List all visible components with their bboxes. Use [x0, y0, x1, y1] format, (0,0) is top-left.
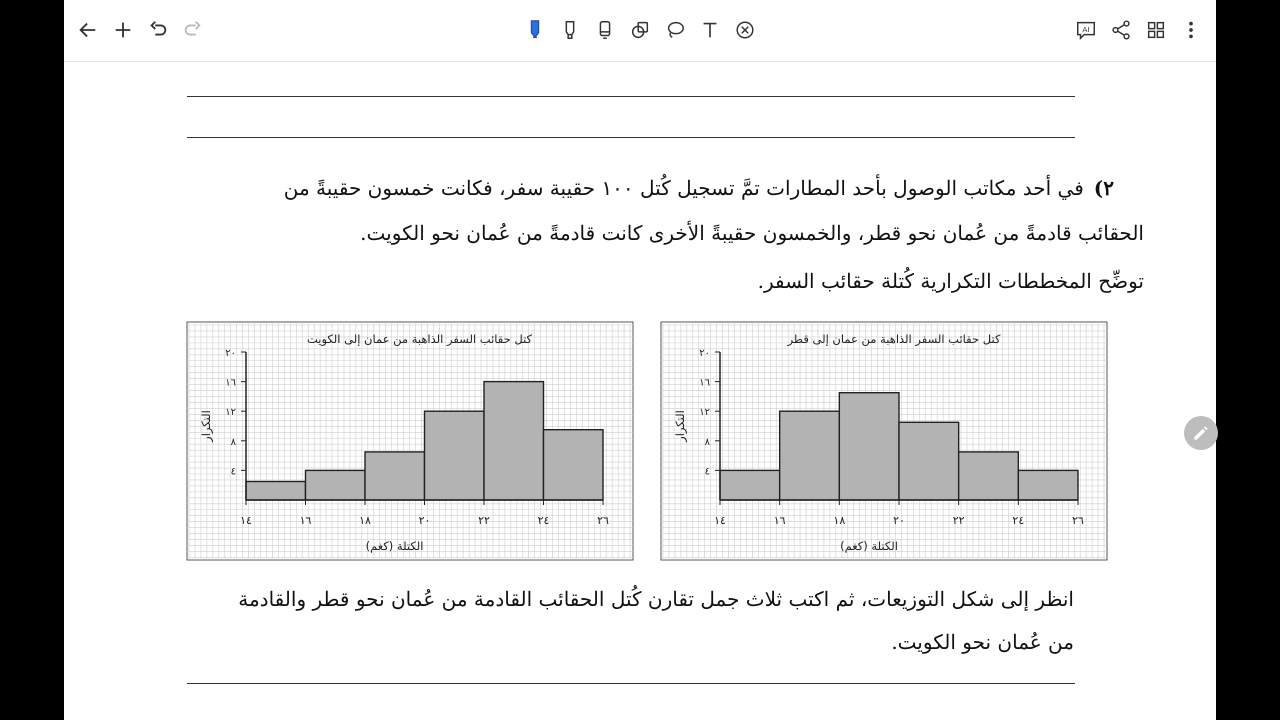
histogram-bar	[365, 452, 425, 500]
histogram-bar	[484, 382, 544, 500]
question-line-3: توضِّح المخططات التكرارية كُتلة حقائب السفر.	[757, 269, 1144, 293]
histogram-bar	[780, 411, 840, 500]
x-tick-label: ٢٠	[893, 514, 905, 527]
x-tick-label: ١٨	[359, 514, 371, 527]
x-axis-label: الكتلة (كغم)	[365, 539, 424, 553]
question-number: ٢)	[1093, 176, 1114, 200]
x-tick-label: ٢٤	[1012, 514, 1025, 527]
y-tick-label: ٤	[704, 466, 710, 478]
instruction-line-2: من عُمان نحو الكويت.	[891, 630, 1074, 654]
x-tick-label: ٢٢	[952, 514, 965, 527]
pencil-icon	[1191, 423, 1211, 443]
y-axis-label: التكرار	[673, 410, 687, 442]
x-axis-label: الكتلة (كغم)	[840, 539, 898, 553]
histogram-bar	[839, 393, 899, 500]
edit-button[interactable]	[1184, 416, 1218, 450]
y-tick-label: ٢٠	[699, 348, 710, 359]
histogram-bar	[306, 470, 366, 500]
histogram-bar	[1018, 470, 1078, 500]
x-tick-label: ١٦	[299, 514, 312, 527]
y-axis-label: التكرار	[199, 410, 213, 442]
y-tick-label: ١٢	[225, 407, 236, 419]
histogram-bar	[720, 470, 780, 500]
ai-icon-label: AI	[1082, 24, 1090, 34]
x-tick-label: ١٤	[714, 514, 726, 527]
y-tick-label: ١٦	[225, 377, 236, 389]
y-tick-label: ٨	[230, 436, 236, 448]
histogram-bar	[899, 422, 959, 500]
chart-title: كتل حقائب السفر الذاهبة من عمان إلى قطر	[787, 332, 1001, 346]
question-line-2: الحقائب قادمةً من عُمان نحو قطر، والخمسون حقيبةً الأخرى كانت قادمةً من عُمان نحو الكويت.	[360, 221, 1144, 245]
x-tick-label: ١٤	[240, 514, 252, 527]
histogram-chart	[187, 322, 633, 560]
histogram-bar	[425, 411, 485, 500]
y-tick-label: ١٦	[699, 377, 710, 389]
y-tick-label: ٢٠	[225, 348, 236, 359]
x-tick-label: ٢٤	[537, 514, 550, 527]
histogram-bar	[246, 482, 306, 501]
chart-title: كتل حقائب السفر الذاهبة من عمان إلى الكويت	[306, 332, 533, 346]
histogram-bar	[959, 452, 1019, 500]
x-tick-label: ٢٢	[478, 514, 490, 527]
instruction-line-1: انظر إلى شكل التوزيعات، ثم اكتب ثلاث جمل تقارن كُتل الحقائب القادمة من عُمان نحو قطر والقادمة	[238, 587, 1074, 611]
y-tick-label: ٤	[230, 466, 236, 478]
x-tick-label: ٢٦	[597, 514, 609, 527]
y-tick-label: ٨	[704, 436, 710, 448]
question-line-1: ٢)في أحد مكاتب الوصول بأحد المطارات تمَّ تسجيل كُتل ١٠٠ حقيبة سفر، فكانت خمسون حقيبةً من	[283, 176, 1114, 200]
y-tick-label: ١٢	[699, 407, 710, 419]
x-tick-label: ٢٠	[418, 514, 431, 527]
x-tick-label: ١٦	[773, 514, 786, 527]
x-tick-label: ٢٦	[1072, 514, 1084, 527]
histogram-chart	[661, 322, 1107, 560]
x-tick-label: ١٨	[833, 514, 846, 527]
histogram-bar	[544, 430, 604, 500]
